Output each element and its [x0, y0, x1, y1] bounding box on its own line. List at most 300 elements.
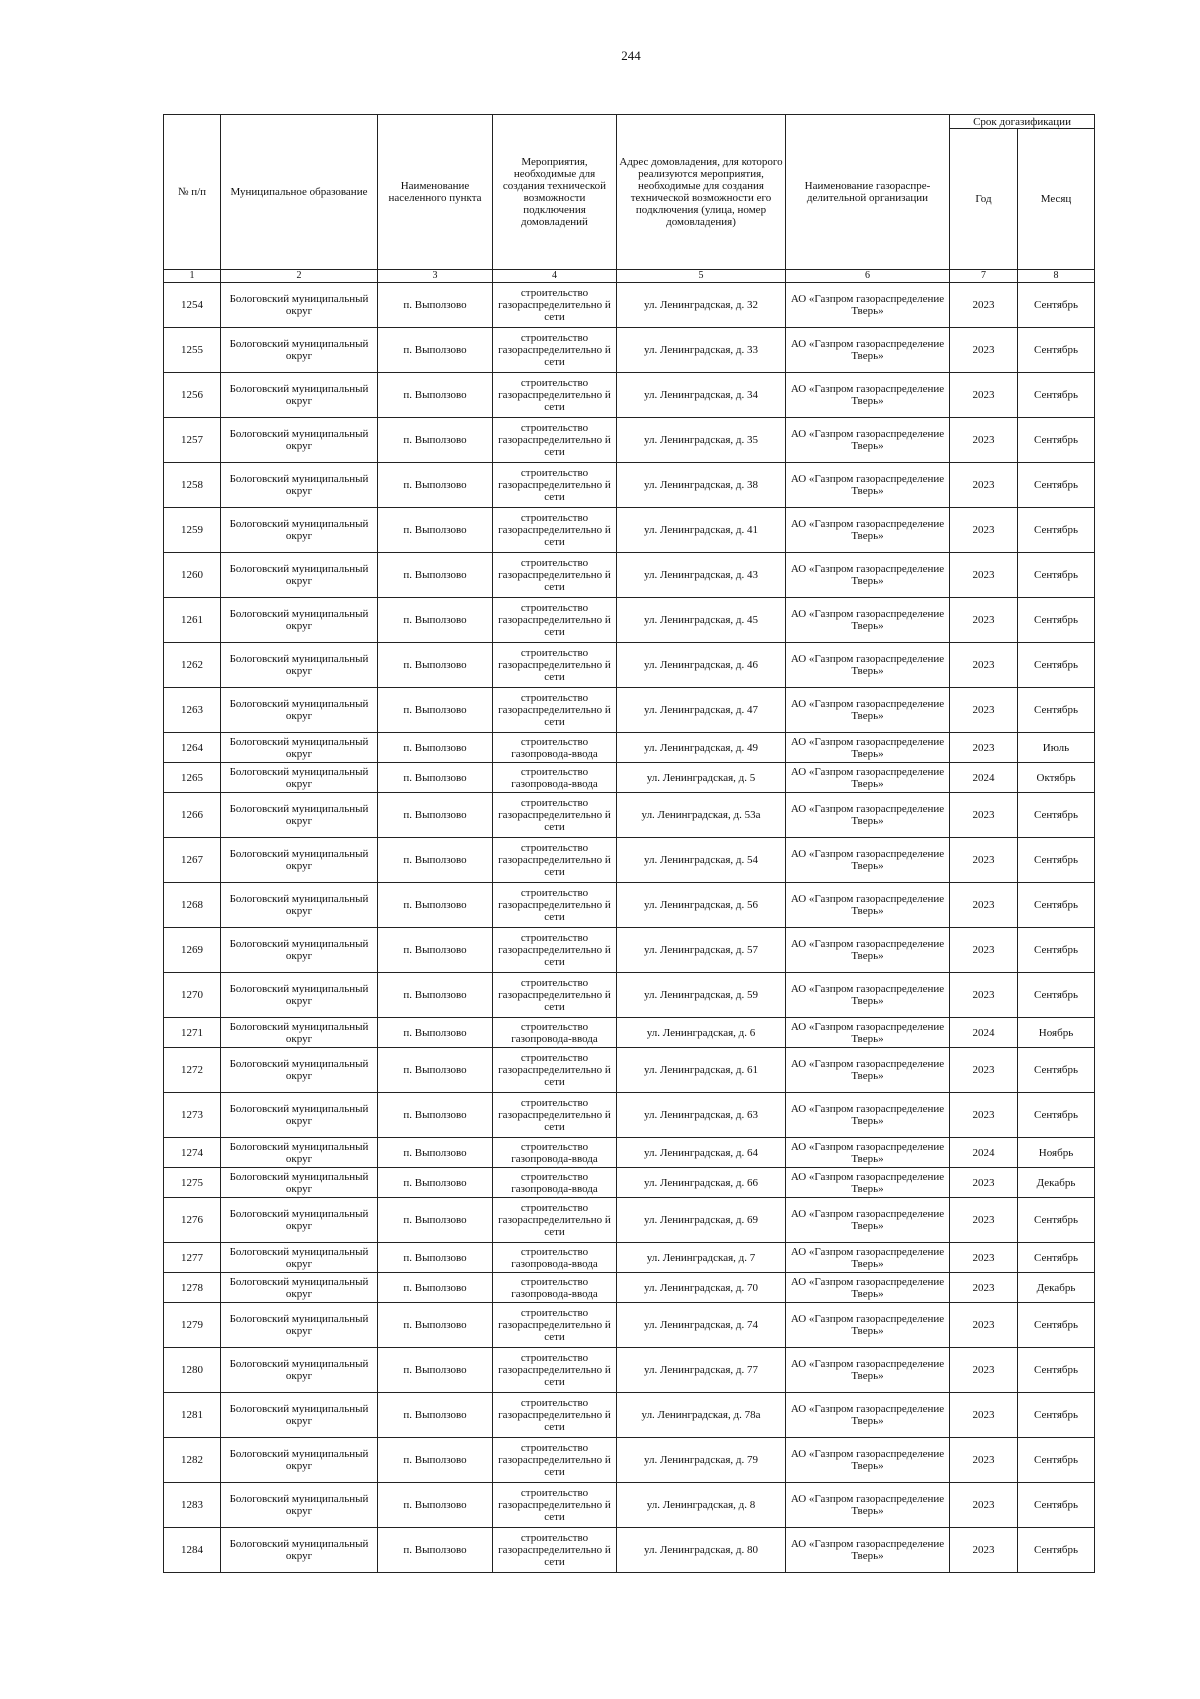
cell-measure: строительство газопровода-ввода: [493, 1138, 617, 1168]
cell-year: 2024: [950, 1138, 1018, 1168]
column-number: 8: [1018, 270, 1095, 283]
table-row: [164, 1273, 1095, 1303]
cell-measure: строительство газораспределительно й сети: [493, 883, 617, 928]
cell-organization: АО «Газпром газораспределение Тверь»: [786, 643, 950, 688]
cell-no: 1258: [164, 463, 221, 508]
cell-address: ул. Ленинградская, д. 34: [617, 373, 786, 418]
cell-municipality: Бологовский муниципальный округ: [221, 1198, 378, 1243]
cell-settlement: п. Выползово: [378, 1168, 493, 1198]
cell-municipality: Бологовский муниципальный округ: [221, 328, 378, 373]
table-row: [164, 793, 1095, 838]
cell-measure: строительство газораспределительно й сети: [493, 838, 617, 883]
cell-organization: АО «Газпром газораспределение Тверь»: [786, 328, 950, 373]
header-municipality: Муниципальное образование: [221, 115, 378, 270]
cell-no: 1254: [164, 283, 221, 328]
cell-organization: АО «Газпром газораспределение Тверь»: [786, 1198, 950, 1243]
cell-year: 2023: [950, 1393, 1018, 1438]
cell-address: ул. Ленинградская, д. 78а: [617, 1393, 786, 1438]
cell-municipality: Бологовский муниципальный округ: [221, 508, 378, 553]
cell-settlement: п. Выползово: [378, 1303, 493, 1348]
cell-year: 2023: [950, 1243, 1018, 1273]
cell-address: ул. Ленинградская, д. 49: [617, 733, 786, 763]
cell-month: Сентябрь: [1018, 1483, 1095, 1528]
cell-no: 1276: [164, 1198, 221, 1243]
cell-month: Сентябрь: [1018, 643, 1095, 688]
cell-municipality: Бологовский муниципальный округ: [221, 973, 378, 1018]
cell-month: Сентябрь: [1018, 1243, 1095, 1273]
cell-year: 2023: [950, 598, 1018, 643]
cell-measure: строительство газопровода-ввода: [493, 1018, 617, 1048]
cell-address: ул. Ленинградская, д. 59: [617, 973, 786, 1018]
cell-measure: строительство газораспределительно й сети: [493, 793, 617, 838]
cell-organization: АО «Газпром газораспределение Тверь»: [786, 1483, 950, 1528]
table-row: [164, 328, 1095, 373]
cell-month: Сентябрь: [1018, 598, 1095, 643]
cell-no: 1265: [164, 763, 221, 793]
cell-address: ул. Ленинградская, д. 64: [617, 1138, 786, 1168]
cell-settlement: п. Выползово: [378, 643, 493, 688]
cell-organization: АО «Газпром газораспределение Тверь»: [786, 598, 950, 643]
cell-measure: строительство газораспределительно й сети: [493, 508, 617, 553]
cell-year: 2023: [950, 283, 1018, 328]
cell-organization: АО «Газпром газораспределение Тверь»: [786, 418, 950, 463]
table-row: [164, 1048, 1095, 1093]
column-number: 7: [950, 270, 1018, 283]
cell-municipality: Бологовский муниципальный округ: [221, 928, 378, 973]
cell-settlement: п. Выползово: [378, 373, 493, 418]
cell-organization: АО «Газпром газораспределение Тверь»: [786, 1018, 950, 1048]
column-number: 4: [493, 270, 617, 283]
cell-address: ул. Ленинградская, д. 54: [617, 838, 786, 883]
cell-measure: строительство газораспределительно й сети: [493, 1303, 617, 1348]
cell-settlement: п. Выползово: [378, 1198, 493, 1243]
cell-settlement: п. Выползово: [378, 1243, 493, 1273]
cell-no: 1275: [164, 1168, 221, 1198]
cell-year: 2023: [950, 688, 1018, 733]
cell-no: 1256: [164, 373, 221, 418]
cell-settlement: п. Выползово: [378, 1273, 493, 1303]
cell-month: Сентябрь: [1018, 508, 1095, 553]
cell-year: 2024: [950, 1018, 1018, 1048]
page-number: 244: [621, 48, 641, 63]
cell-year: 2023: [950, 328, 1018, 373]
cell-organization: АО «Газпром газораспределение Тверь»: [786, 463, 950, 508]
table-row: [164, 1393, 1095, 1438]
column-number: 2: [221, 270, 378, 283]
cell-address: ул. Ленинградская, д. 35: [617, 418, 786, 463]
cell-measure: строительство газораспределительно й сети: [493, 973, 617, 1018]
cell-no: 1261: [164, 598, 221, 643]
table-row: [164, 643, 1095, 688]
cell-measure: строительство газораспределительно й сети: [493, 418, 617, 463]
table-row: [164, 1168, 1095, 1198]
cell-municipality: Бологовский муниципальный округ: [221, 1348, 378, 1393]
cell-municipality: Бологовский муниципальный округ: [221, 838, 378, 883]
cell-address: ул. Ленинградская, д. 77: [617, 1348, 786, 1393]
cell-month: Сентябрь: [1018, 838, 1095, 883]
cell-month: Июль: [1018, 733, 1095, 763]
cell-organization: АО «Газпром газораспределение Тверь»: [786, 1093, 950, 1138]
header-no: № п/п: [164, 115, 221, 270]
cell-measure: строительство газораспределительно й сети: [493, 688, 617, 733]
cell-year: 2023: [950, 1348, 1018, 1393]
cell-no: 1272: [164, 1048, 221, 1093]
cell-no: 1262: [164, 643, 221, 688]
cell-address: ул. Ленинградская, д. 8: [617, 1483, 786, 1528]
cell-settlement: п. Выползово: [378, 553, 493, 598]
cell-settlement: п. Выползово: [378, 1528, 493, 1573]
cell-municipality: Бологовский муниципальный округ: [221, 1243, 378, 1273]
cell-no: 1268: [164, 883, 221, 928]
cell-month: Сентябрь: [1018, 418, 1095, 463]
cell-address: ул. Ленинградская, д. 61: [617, 1048, 786, 1093]
column-number: 3: [378, 270, 493, 283]
cell-municipality: Бологовский муниципальный округ: [221, 418, 378, 463]
cell-organization: АО «Газпром газораспределение Тверь»: [786, 1393, 950, 1438]
cell-year: 2023: [950, 553, 1018, 598]
table-row: [164, 1018, 1095, 1048]
table-row: [164, 373, 1095, 418]
cell-address: ул. Ленинградская, д. 5: [617, 763, 786, 793]
cell-year: 2023: [950, 838, 1018, 883]
cell-no: 1280: [164, 1348, 221, 1393]
cell-year: 2023: [950, 928, 1018, 973]
cell-municipality: Бологовский муниципальный округ: [221, 643, 378, 688]
cell-year: 2023: [950, 373, 1018, 418]
cell-year: 2023: [950, 508, 1018, 553]
table-row: [164, 1438, 1095, 1483]
cell-no: 1259: [164, 508, 221, 553]
cell-no: 1257: [164, 418, 221, 463]
cell-no: 1260: [164, 553, 221, 598]
cell-organization: АО «Газпром газораспределение Тверь»: [786, 1273, 950, 1303]
cell-organization: АО «Газпром газораспределение Тверь»: [786, 1168, 950, 1198]
cell-address: ул. Ленинградская, д. 33: [617, 328, 786, 373]
cell-year: 2023: [950, 1528, 1018, 1573]
cell-month: Сентябрь: [1018, 883, 1095, 928]
cell-address: ул. Ленинградская, д. 80: [617, 1528, 786, 1573]
cell-month: Сентябрь: [1018, 283, 1095, 328]
cell-month: Сентябрь: [1018, 928, 1095, 973]
cell-organization: АО «Газпром газораспределение Тверь»: [786, 973, 950, 1018]
table-row: [164, 553, 1095, 598]
cell-organization: АО «Газпром газораспределение Тверь»: [786, 1303, 950, 1348]
header-measures: Мероприятия, необходимые для создания технической возможности подключения домовладений: [493, 115, 617, 270]
cell-address: ул. Ленинградская, д. 57: [617, 928, 786, 973]
cell-municipality: Бологовский муниципальный округ: [221, 1303, 378, 1348]
table-row: [164, 1243, 1095, 1273]
cell-municipality: Бологовский муниципальный округ: [221, 1483, 378, 1528]
cell-organization: АО «Газпром газораспределение Тверь»: [786, 763, 950, 793]
cell-year: 2023: [950, 1438, 1018, 1483]
cell-settlement: п. Выползово: [378, 793, 493, 838]
cell-no: 1281: [164, 1393, 221, 1438]
cell-no: 1263: [164, 688, 221, 733]
cell-measure: строительство газопровода-ввода: [493, 1168, 617, 1198]
cell-settlement: п. Выползово: [378, 463, 493, 508]
cell-month: Декабрь: [1018, 1273, 1095, 1303]
cell-year: 2023: [950, 973, 1018, 1018]
cell-settlement: п. Выползово: [378, 763, 493, 793]
cell-organization: АО «Газпром газораспределение Тверь»: [786, 1048, 950, 1093]
column-numbers-row: [164, 270, 1095, 283]
cell-month: Декабрь: [1018, 1168, 1095, 1198]
cell-year: 2023: [950, 733, 1018, 763]
cell-measure: строительство газопровода-ввода: [493, 733, 617, 763]
cell-address: ул. Ленинградская, д. 79: [617, 1438, 786, 1483]
cell-month: Сентябрь: [1018, 328, 1095, 373]
cell-measure: строительство газораспределительно й сети: [493, 328, 617, 373]
header-deadline-group: Срок догазификации: [950, 115, 1095, 129]
cell-settlement: п. Выползово: [378, 1048, 493, 1093]
cell-month: Сентябрь: [1018, 1528, 1095, 1573]
cell-municipality: Бологовский муниципальный округ: [221, 1048, 378, 1093]
cell-settlement: п. Выползово: [378, 733, 493, 763]
cell-organization: АО «Газпром газораспределение Тверь»: [786, 1138, 950, 1168]
cell-address: ул. Ленинградская, д. 7: [617, 1243, 786, 1273]
cell-municipality: Бологовский муниципальный округ: [221, 1273, 378, 1303]
column-number: 6: [786, 270, 950, 283]
cell-address: ул. Ленинградская, д. 32: [617, 283, 786, 328]
cell-address: ул. Ленинградская, д. 66: [617, 1168, 786, 1198]
cell-month: Сентябрь: [1018, 688, 1095, 733]
cell-address: ул. Ленинградская, д. 45: [617, 598, 786, 643]
cell-measure: строительство газораспределительно й сети: [493, 373, 617, 418]
header-address: Адрес домовладения, для которого реализуются мероприятия, необходимые для создания технической возможности его подключения (улица, номер домовладения): [617, 115, 786, 270]
cell-municipality: Бологовский муниципальный округ: [221, 1528, 378, 1573]
cell-measure: строительство газораспределительно й сети: [493, 1438, 617, 1483]
table-row: [164, 1348, 1095, 1393]
table-row: [164, 838, 1095, 883]
column-number: 1: [164, 270, 221, 283]
table-row: [164, 733, 1095, 763]
cell-settlement: п. Выползово: [378, 1093, 493, 1138]
cell-no: 1273: [164, 1093, 221, 1138]
cell-settlement: п. Выползово: [378, 1018, 493, 1048]
cell-no: 1271: [164, 1018, 221, 1048]
cell-month: Сентябрь: [1018, 1093, 1095, 1138]
cell-organization: АО «Газпром газораспределение Тверь»: [786, 793, 950, 838]
cell-month: Сентябрь: [1018, 463, 1095, 508]
cell-year: 2023: [950, 1093, 1018, 1138]
cell-measure: строительство газораспределительно й сети: [493, 553, 617, 598]
cell-municipality: Бологовский муниципальный округ: [221, 553, 378, 598]
cell-address: ул. Ленинградская, д. 70: [617, 1273, 786, 1303]
cell-no: 1279: [164, 1303, 221, 1348]
cell-municipality: Бологовский муниципальный округ: [221, 1393, 378, 1438]
cell-settlement: п. Выползово: [378, 508, 493, 553]
cell-organization: АО «Газпром газораспределение Тверь»: [786, 508, 950, 553]
cell-year: 2023: [950, 1048, 1018, 1093]
cell-settlement: п. Выползово: [378, 283, 493, 328]
cell-measure: строительство газораспределительно й сети: [493, 283, 617, 328]
cell-measure: строительство газораспределительно й сети: [493, 1093, 617, 1138]
column-number: 5: [617, 270, 786, 283]
cell-no: 1270: [164, 973, 221, 1018]
cell-settlement: п. Выползово: [378, 1348, 493, 1393]
cell-municipality: Бологовский муниципальный округ: [221, 1018, 378, 1048]
cell-month: Сентябрь: [1018, 1348, 1095, 1393]
cell-month: Ноябрь: [1018, 1018, 1095, 1048]
cell-address: ул. Ленинградская, д. 43: [617, 553, 786, 598]
cell-no: 1283: [164, 1483, 221, 1528]
header-year: Год: [950, 129, 1018, 270]
cell-year: 2023: [950, 463, 1018, 508]
cell-settlement: п. Выползово: [378, 418, 493, 463]
table-row: [164, 883, 1095, 928]
cell-year: 2023: [950, 883, 1018, 928]
cell-no: 1267: [164, 838, 221, 883]
cell-organization: АО «Газпром газораспределение Тверь»: [786, 1528, 950, 1573]
cell-municipality: Бологовский муниципальный округ: [221, 283, 378, 328]
cell-measure: строительство газораспределительно й сети: [493, 1483, 617, 1528]
cell-municipality: Бологовский муниципальный округ: [221, 598, 378, 643]
table-row: [164, 1093, 1095, 1138]
table-row: [164, 928, 1095, 973]
header-settlement: Наименование населенного пункта: [378, 115, 493, 270]
cell-settlement: п. Выползово: [378, 598, 493, 643]
cell-settlement: п. Выползово: [378, 1138, 493, 1168]
table-row: [164, 1303, 1095, 1348]
table-row: [164, 598, 1095, 643]
cell-address: ул. Ленинградская, д. 56: [617, 883, 786, 928]
cell-organization: АО «Газпром газораспределение Тверь»: [786, 373, 950, 418]
cell-measure: строительство газораспределительно й сети: [493, 1048, 617, 1093]
table-row: [164, 973, 1095, 1018]
cell-address: ул. Ленинградская, д. 46: [617, 643, 786, 688]
cell-municipality: Бологовский муниципальный округ: [221, 463, 378, 508]
cell-year: 2023: [950, 1303, 1018, 1348]
table-row: [164, 1483, 1095, 1528]
table-row: [164, 1138, 1095, 1168]
cell-settlement: п. Выползово: [378, 1483, 493, 1528]
cell-organization: АО «Газпром газораспределение Тверь»: [786, 1243, 950, 1273]
cell-measure: строительство газораспределительно й сети: [493, 1393, 617, 1438]
cell-year: 2023: [950, 793, 1018, 838]
table-row: [164, 688, 1095, 733]
cell-month: Ноябрь: [1018, 1138, 1095, 1168]
cell-month: Сентябрь: [1018, 1438, 1095, 1483]
table-row: [164, 418, 1095, 463]
cell-address: ул. Ленинградская, д. 63: [617, 1093, 786, 1138]
cell-no: 1266: [164, 793, 221, 838]
table-row: [164, 763, 1095, 793]
cell-measure: строительство газораспределительно й сети: [493, 463, 617, 508]
cell-year: 2023: [950, 1198, 1018, 1243]
cell-no: 1255: [164, 328, 221, 373]
cell-measure: строительство газопровода-ввода: [493, 1273, 617, 1303]
cell-settlement: п. Выползово: [378, 1393, 493, 1438]
cell-address: ул. Ленинградская, д. 6: [617, 1018, 786, 1048]
cell-measure: строительство газопровода-ввода: [493, 763, 617, 793]
cell-year: 2023: [950, 418, 1018, 463]
cell-year: 2024: [950, 763, 1018, 793]
cell-month: Сентябрь: [1018, 1393, 1095, 1438]
cell-month: Сентябрь: [1018, 973, 1095, 1018]
cell-no: 1282: [164, 1438, 221, 1483]
cell-organization: АО «Газпром газораспределение Тверь»: [786, 688, 950, 733]
cell-no: 1277: [164, 1243, 221, 1273]
cell-settlement: п. Выползово: [378, 688, 493, 733]
table-row: [164, 463, 1095, 508]
cell-organization: АО «Газпром газораспределение Тверь»: [786, 1348, 950, 1393]
cell-year: 2023: [950, 1168, 1018, 1198]
cell-organization: АО «Газпром газораспределение Тверь»: [786, 283, 950, 328]
table-row: [164, 1528, 1095, 1573]
cell-address: ул. Ленинградская, д. 47: [617, 688, 786, 733]
cell-measure: строительство газораспределительно й сети: [493, 1528, 617, 1573]
cell-measure: строительство газораспределительно й сети: [493, 1198, 617, 1243]
cell-address: ул. Ленинградская, д. 69: [617, 1198, 786, 1243]
cell-organization: АО «Газпром газораспределение Тверь»: [786, 733, 950, 763]
cell-month: Сентябрь: [1018, 373, 1095, 418]
cell-year: 2023: [950, 1273, 1018, 1303]
cell-no: 1278: [164, 1273, 221, 1303]
cell-measure: строительство газораспределительно й сети: [493, 1348, 617, 1393]
cell-address: ул. Ленинградская, д. 38: [617, 463, 786, 508]
cell-measure: строительство газораспределительно й сети: [493, 928, 617, 973]
gasification-table: [163, 114, 1095, 1573]
cell-municipality: Бологовский муниципальный округ: [221, 1093, 378, 1138]
table-row: [164, 283, 1095, 328]
cell-measure: строительство газораспределительно й сети: [493, 598, 617, 643]
cell-organization: АО «Газпром газораспределение Тверь»: [786, 1438, 950, 1483]
cell-organization: АО «Газпром газораспределение Тверь»: [786, 553, 950, 598]
cell-no: 1274: [164, 1138, 221, 1168]
cell-month: Сентябрь: [1018, 553, 1095, 598]
cell-month: Сентябрь: [1018, 1048, 1095, 1093]
cell-measure: строительство газопровода-ввода: [493, 1243, 617, 1273]
cell-address: ул. Ленинградская, д. 53а: [617, 793, 786, 838]
cell-municipality: Бологовский муниципальный округ: [221, 1138, 378, 1168]
cell-settlement: п. Выползово: [378, 883, 493, 928]
cell-year: 2023: [950, 643, 1018, 688]
cell-settlement: п. Выползово: [378, 973, 493, 1018]
table-row: [164, 1198, 1095, 1243]
header-month: Месяц: [1018, 129, 1095, 270]
table-body: [164, 283, 1095, 1573]
cell-measure: строительство газораспределительно й сети: [493, 643, 617, 688]
cell-organization: АО «Газпром газораспределение Тверь»: [786, 838, 950, 883]
cell-settlement: п. Выползово: [378, 838, 493, 883]
table-row: [164, 508, 1095, 553]
cell-no: 1284: [164, 1528, 221, 1573]
cell-organization: АО «Газпром газораспределение Тверь»: [786, 928, 950, 973]
cell-address: ул. Ленинградская, д. 74: [617, 1303, 786, 1348]
cell-year: 2023: [950, 1483, 1018, 1528]
cell-month: Сентябрь: [1018, 1198, 1095, 1243]
cell-settlement: п. Выползово: [378, 328, 493, 373]
cell-organization: АО «Газпром газораспределение Тверь»: [786, 883, 950, 928]
cell-municipality: Бологовский муниципальный округ: [221, 373, 378, 418]
cell-month: Октябрь: [1018, 763, 1095, 793]
cell-municipality: Бологовский муниципальный округ: [221, 1438, 378, 1483]
cell-no: 1269: [164, 928, 221, 973]
cell-month: Сентябрь: [1018, 1303, 1095, 1348]
cell-municipality: Бологовский муниципальный округ: [221, 793, 378, 838]
cell-municipality: Бологовский муниципальный округ: [221, 1168, 378, 1198]
cell-settlement: п. Выползово: [378, 928, 493, 973]
cell-municipality: Бологовский муниципальный округ: [221, 883, 378, 928]
cell-municipality: Бологовский муниципальный округ: [221, 688, 378, 733]
cell-municipality: Бологовский муниципальный округ: [221, 733, 378, 763]
cell-month: Сентябрь: [1018, 793, 1095, 838]
cell-municipality: Бологовский муниципальный округ: [221, 763, 378, 793]
cell-no: 1264: [164, 733, 221, 763]
cell-settlement: п. Выползово: [378, 1438, 493, 1483]
header-organization: Наименование газораспре-делительной организации: [786, 115, 950, 270]
cell-address: ул. Ленинградская, д. 41: [617, 508, 786, 553]
